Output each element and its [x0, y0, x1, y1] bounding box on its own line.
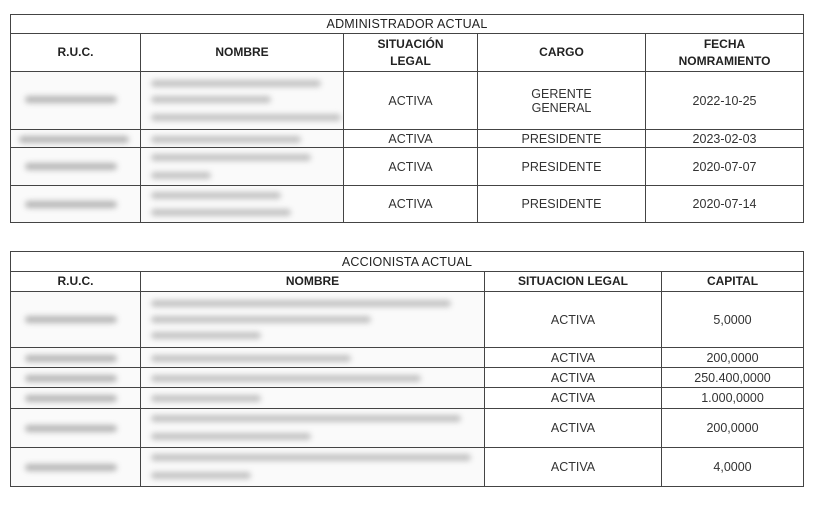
situacion-cell: ACTIVA — [485, 388, 662, 409]
redacted-nombre — [141, 186, 344, 223]
redacted-nombre — [141, 368, 485, 388]
redacted-nombre — [141, 448, 485, 487]
table-row — [11, 368, 804, 388]
capital-cell: 1.000,0000 — [662, 388, 804, 409]
cargo-line2: GENERAL — [531, 100, 592, 115]
table-row — [11, 186, 804, 223]
header-nombre: NOMBRE — [141, 34, 344, 72]
redacted-ruc — [11, 388, 141, 409]
fecha-cell: 2020-07-14 — [646, 186, 804, 223]
redacted-nombre — [141, 409, 485, 448]
header-cargo: CARGO — [478, 34, 646, 72]
shareholder-table — [10, 251, 804, 487]
situacion-cell: ACTIVA — [344, 130, 478, 148]
redacted-ruc — [11, 72, 141, 130]
redacted-ruc — [11, 368, 141, 388]
capital-cell: 5,0000 — [662, 292, 804, 348]
cargo-cell: PRESIDENTE — [478, 130, 646, 148]
capital-cell: 200,0000 — [662, 409, 804, 448]
redacted-ruc — [11, 348, 141, 368]
situacion-cell: ACTIVA — [485, 409, 662, 448]
cargo-cell: PRESIDENTE — [478, 148, 646, 186]
table-row — [11, 388, 804, 409]
redacted-ruc — [11, 292, 141, 348]
header-situacion-legal: SITUACION LEGAL — [485, 272, 662, 292]
situacion-cell: ACTIVA — [344, 72, 478, 130]
header-fecha-nombramiento — [646, 34, 804, 72]
header-ruc: R.U.C. — [11, 272, 141, 292]
fecha-cell: 2022-10-25 — [646, 72, 804, 130]
header-fecha-line2: NOMRAMIENTO — [678, 53, 771, 68]
situacion-cell: ACTIVA — [344, 148, 478, 186]
header-fecha-line1: FECHA — [703, 36, 746, 51]
redacted-nombre — [141, 72, 344, 130]
cargo-cell — [478, 72, 646, 130]
capital-cell: 4,0000 — [662, 448, 804, 487]
situacion-cell: ACTIVA — [485, 448, 662, 487]
redacted-nombre — [141, 348, 485, 368]
redacted-nombre — [141, 388, 485, 409]
situacion-cell: ACTIVA — [485, 292, 662, 348]
redacted-nombre — [141, 130, 344, 148]
table-row — [11, 148, 804, 186]
table-row — [11, 292, 804, 348]
header-situacion-line1: SITUACIÓN — [377, 36, 444, 51]
table-row — [11, 72, 804, 130]
table-row — [11, 348, 804, 368]
cargo-cell: PRESIDENTE — [478, 186, 646, 223]
situacion-cell: ACTIVA — [485, 348, 662, 368]
header-capital: CAPITAL — [662, 272, 804, 292]
redacted-ruc — [11, 148, 141, 186]
fecha-cell: 2023-02-03 — [646, 130, 804, 148]
fecha-cell: 2020-07-07 — [646, 148, 804, 186]
capital-cell: 250.400,0000 — [662, 368, 804, 388]
table-row — [11, 448, 804, 487]
redacted-ruc — [11, 186, 141, 223]
redacted-ruc — [11, 409, 141, 448]
header-nombre: NOMBRE — [141, 272, 485, 292]
header-situacion-line2: LEGAL — [390, 53, 431, 68]
administrator-table-title: ADMINISTRADOR ACTUAL — [11, 15, 804, 34]
situacion-cell: ACTIVA — [485, 368, 662, 388]
redacted-nombre — [141, 148, 344, 186]
header-ruc: R.U.C. — [11, 34, 141, 72]
table-row — [11, 130, 804, 148]
redacted-ruc — [11, 448, 141, 487]
administrator-table — [10, 14, 804, 223]
table-row — [11, 409, 804, 448]
redacted-ruc — [11, 130, 141, 148]
redacted-nombre — [141, 292, 485, 348]
cargo-line1: GERENTE — [531, 86, 592, 101]
header-situacion-legal — [344, 34, 478, 72]
situacion-cell: ACTIVA — [344, 186, 478, 223]
shareholder-table-title: ACCIONISTA ACTUAL — [11, 252, 804, 272]
capital-cell: 200,0000 — [662, 348, 804, 368]
